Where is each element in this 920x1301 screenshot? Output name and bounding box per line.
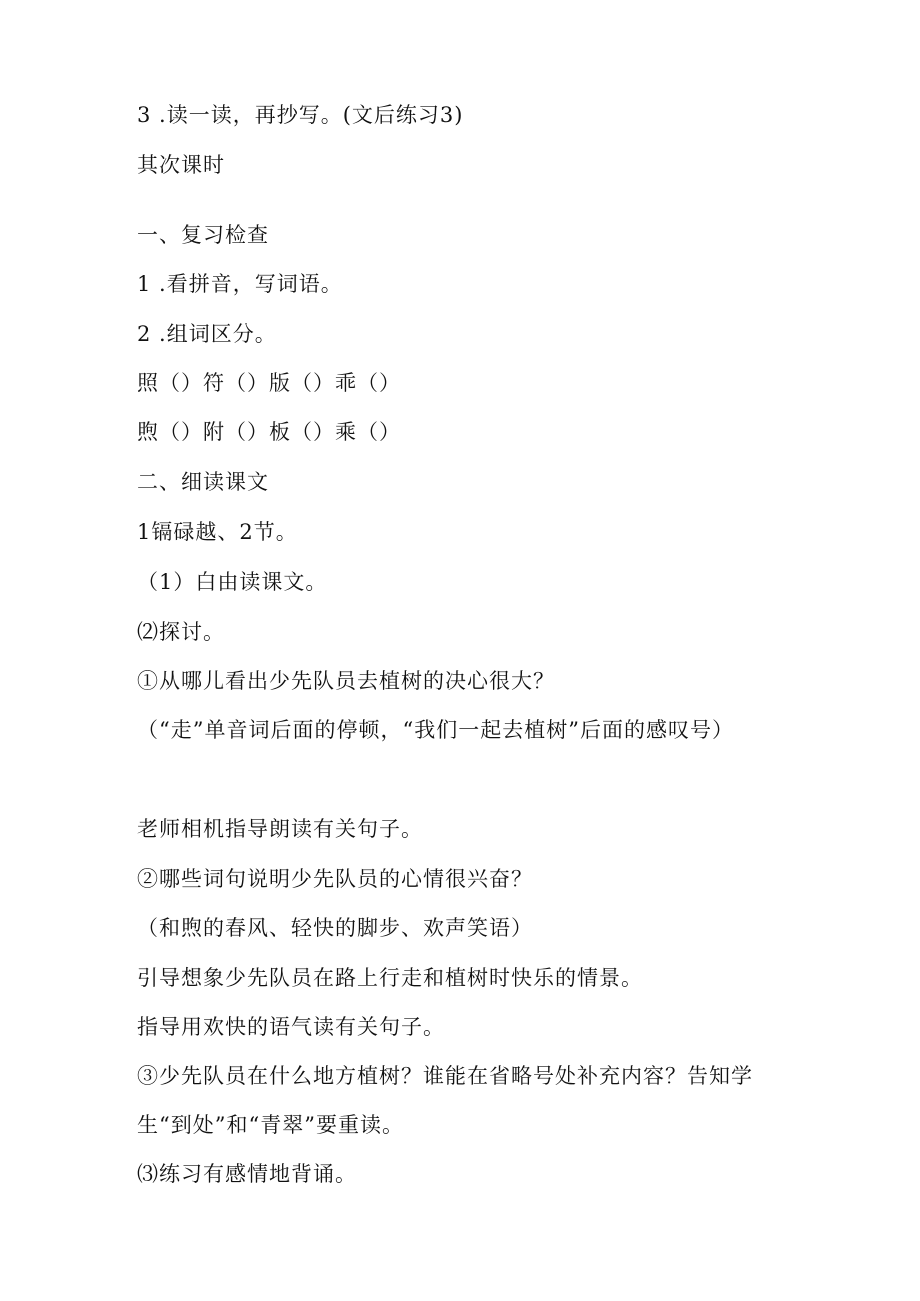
section-heading-reading: 二、细读课文 — [137, 470, 269, 494]
question-1-note: （“走”单音词后面的停顿，“我们一起去植树”后面的感叹号） — [137, 718, 734, 742]
reading-guidance: 指导用欢快的语气读有关句子。 — [137, 1015, 445, 1039]
teacher-instruction: 老师相机指导朗读有关句子。 — [137, 817, 423, 841]
imagination-guidance: 引导想象少先队员在路上行走和植树时快乐的情景。 — [137, 966, 643, 990]
question-1: ①从哪儿看出少先队员去植树的决心很大？ — [137, 669, 555, 693]
second-lesson-heading: 其次课时 — [137, 153, 225, 177]
exercise-line-3: 3 .读一读，再抄写。(文后练习3) — [137, 103, 464, 127]
section-heading-review: 一、复习检查 — [137, 223, 269, 247]
word-group-row-2: 煦（）附（）板（）乘（） — [137, 420, 401, 444]
reading-subitem-2: ⑵探讨。 — [137, 620, 225, 644]
review-item-1: 1 .看拼音，写词语。 — [137, 272, 343, 296]
reading-subitem-3: ⑶练习有感情地背诵。 — [137, 1162, 357, 1186]
question-2: ②哪些词句说明少先队员的心情很兴奋？ — [137, 867, 533, 891]
review-item-2: 2 .组词区分。 — [137, 322, 277, 346]
word-group-row-1: 照（）符（）版（）乖（） — [137, 371, 401, 395]
question-2-note: （和煦的春风、轻快的脚步、欢声笑语） — [137, 916, 533, 940]
reading-subitem-1: （1）白由读课文。 — [137, 570, 328, 594]
question-3: ③少先队员在什么地方植树？谁能在省略号处补充内容？告知学生“到处”和“青翠”要重读。 — [137, 1064, 753, 1137]
reading-item-1: 1镉碌越、2节。 — [137, 520, 298, 544]
